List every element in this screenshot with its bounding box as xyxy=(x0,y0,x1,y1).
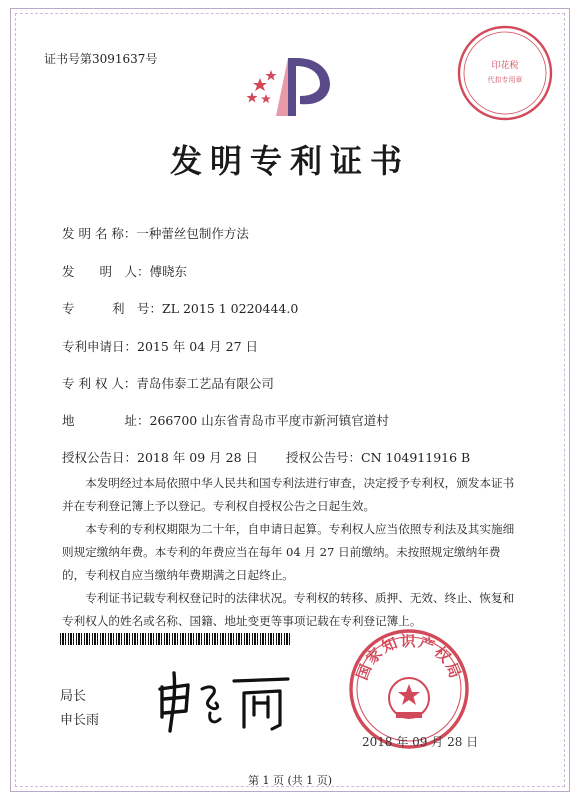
field-grant-date xyxy=(62,448,258,466)
field-invention-name xyxy=(62,224,249,242)
field-patentee xyxy=(62,374,274,392)
field-label: 专 利 号： xyxy=(62,301,163,316)
field-value: ZL 2015 1 0220444.0 xyxy=(162,301,299,316)
field-label: 发 明 名 称： xyxy=(62,226,137,241)
svg-text:代扣专用章: 代扣专用章 xyxy=(487,76,523,84)
field-label: 授权公告号： xyxy=(286,450,362,465)
field-label: 发 明 人： xyxy=(62,264,150,279)
tax-stamp-icon xyxy=(454,22,556,124)
field-inventor xyxy=(62,262,187,280)
field-value: CN 104911916 B xyxy=(361,450,471,465)
field-value: 青岛伟泰工艺品有限公司 xyxy=(136,376,274,391)
field-label: 授权公告日： xyxy=(62,450,138,465)
field-patent-no xyxy=(62,299,298,317)
handwritten-signature xyxy=(150,665,300,735)
certificate-number: 证书号第3091637号 xyxy=(44,52,158,66)
field-label: 专利申请日： xyxy=(62,339,138,354)
barcode xyxy=(60,633,292,645)
body-paragraph-2: 本专利的专利权期限为二十年，自申请日起算。专利权人应当依照专利法及其实施细则规定缴纳年费。本专利的年费应当在每年 04 月 27 日前缴纳。未按照规定缴纳年费的，专利权自应当缴纳年费期满之日起终止。 xyxy=(62,522,515,582)
field-grant-no xyxy=(286,448,470,466)
field-value: 傅晓东 xyxy=(149,264,188,279)
signature-name: 申长雨 xyxy=(60,713,100,728)
seal-date: 2018 年 09 月 28 日 xyxy=(362,735,479,749)
field-value: 一种蕾丝包制作方法 xyxy=(136,226,249,241)
field-filing-date xyxy=(62,337,258,355)
page-number: 第 1 页 (共 1 页) xyxy=(247,774,333,787)
svg-text:印花税: 印花税 xyxy=(491,61,519,71)
body-paragraph-3: 专利证书记载专利权登记时的法律状况。专利权的转移、质押、无效、终止、恢复和专利权人的姓名或名称、国籍、地址变更等事项记载在专利登记簿上。 xyxy=(62,591,515,628)
field-label: 地 址： xyxy=(62,413,150,428)
field-value: 266700 山东省青岛市平度市新河镇官道村 xyxy=(149,413,389,428)
body-paragraph-1: 本发明经过本局依照中华人民共和国专利法进行审查，决定授予专利权，颁发本证书并在专利登记簿上予以登记。专利权自授权公告之日起生效。 xyxy=(62,476,515,513)
cnipa-logo-icon xyxy=(238,52,338,122)
certificate-title: 发明专利证书 xyxy=(169,142,410,180)
field-value: 2018 年 09 月 28 日 xyxy=(137,450,259,465)
field-label: 专 利 权 人： xyxy=(62,376,137,391)
signature-role: 局长 xyxy=(60,689,87,704)
field-address xyxy=(62,411,389,429)
field-value: 2015 年 04 月 27 日 xyxy=(137,339,259,354)
svg-text:国家知识产权局: 国家知识产权局 xyxy=(352,632,466,683)
